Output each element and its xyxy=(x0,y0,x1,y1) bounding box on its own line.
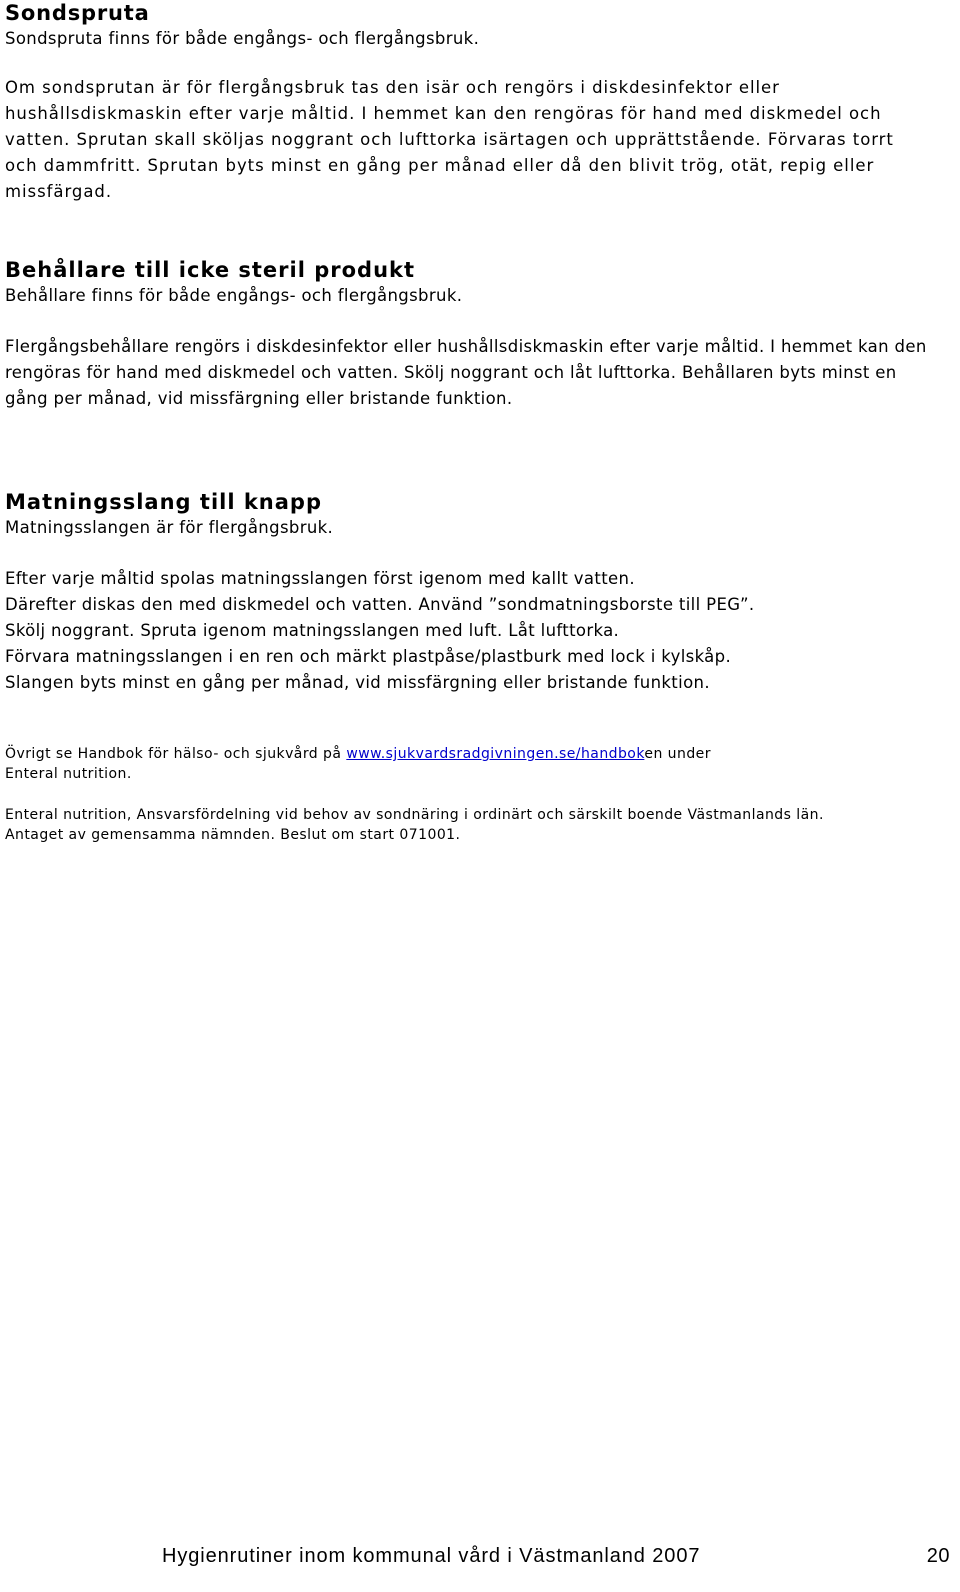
note-suffix: en under xyxy=(644,746,711,762)
note-line xyxy=(5,744,950,764)
section-behallare xyxy=(5,257,950,412)
section-paragraph: Flergångsbehållare rengörs i diskdesinfektor eller hushållsdiskmaskin efter varje måltid. I hemmet kan den rengöras för hand med diskmedel och vatten. Skölj noggrant och låt lufttorka. Behållaren byts minst en gång per månad, vid missfärgning eller bristande funktion. xyxy=(5,337,927,408)
section-sondspruta xyxy=(5,0,950,205)
note-prefix: Övrigt se Handbok för hälso- och sjukvård på xyxy=(5,746,347,762)
section-paragraph: Om sondsprutan är för flergångsbruk tas den isär och rengörs i diskdesinfektor eller hushållsdiskmaskin efter varje måltid. I hemmet kan den rengöras för hand med diskmedel och vatten. Sprutan skall sköljas noggrant och lufttorka isärtagen och upprättstående. Förvaras torrt och dammfritt. Sprutan byts minst en gång per månad eller då den blivit trög, otät, repig eller missfärgad. xyxy=(5,78,894,201)
section-paragraph xyxy=(5,566,950,696)
paragraph-line: Skölj noggrant. Spruta igenom matningsslangen med luft. Låt lufttorka. xyxy=(5,621,620,640)
handbook-link[interactable]: www.sjukvardsradgivningen.se/handbok xyxy=(346,746,645,762)
section-heading: Matningsslang till knapp xyxy=(5,490,322,514)
reference-line: Antaget av gemensamma nämnden. Beslut om start 071001. xyxy=(5,827,461,843)
page-number: 20 xyxy=(926,1545,950,1567)
reference-line: Enteral nutrition, Ansvarsfördelning vid behov av sondnäring i ordinärt och särskilt boende Västmanlands län. xyxy=(5,807,824,823)
section-heading: Sondspruta xyxy=(5,1,150,25)
paragraph-line: Förvara matningsslangen i en ren och märkt plastpåse/plastburk med lock i kylskåp. xyxy=(5,647,732,666)
paragraph-line: Slangen byts minst en gång per månad, vid missfärgning eller bristande funktion. xyxy=(5,673,710,692)
section-intro: Sondspruta finns för både engångs- och flergångsbruk. xyxy=(5,29,480,48)
footer-title: Hygienrutiner inom kommunal vård i Västmanland 2007 xyxy=(162,1545,701,1567)
paragraph-line: Efter varje måltid spolas matningsslangen först igenom med kallt vatten. xyxy=(5,569,635,588)
note-line-2: Enteral nutrition. xyxy=(5,766,132,782)
section-heading: Behållare till icke steril produkt xyxy=(5,258,416,282)
paragraph-line: Därefter diskas den med diskmedel och vatten. Använd ”sondmatningsborste till PEG”. xyxy=(5,595,755,614)
handbook-note xyxy=(5,744,950,784)
page-footer xyxy=(162,1543,950,1569)
section-intro: Matningsslangen är för flergångsbruk. xyxy=(5,518,334,537)
section-intro: Behållare finns för både engångs- och flergångsbruk. xyxy=(5,286,463,305)
reference-note xyxy=(5,805,950,845)
section-matningsslang xyxy=(5,489,950,696)
